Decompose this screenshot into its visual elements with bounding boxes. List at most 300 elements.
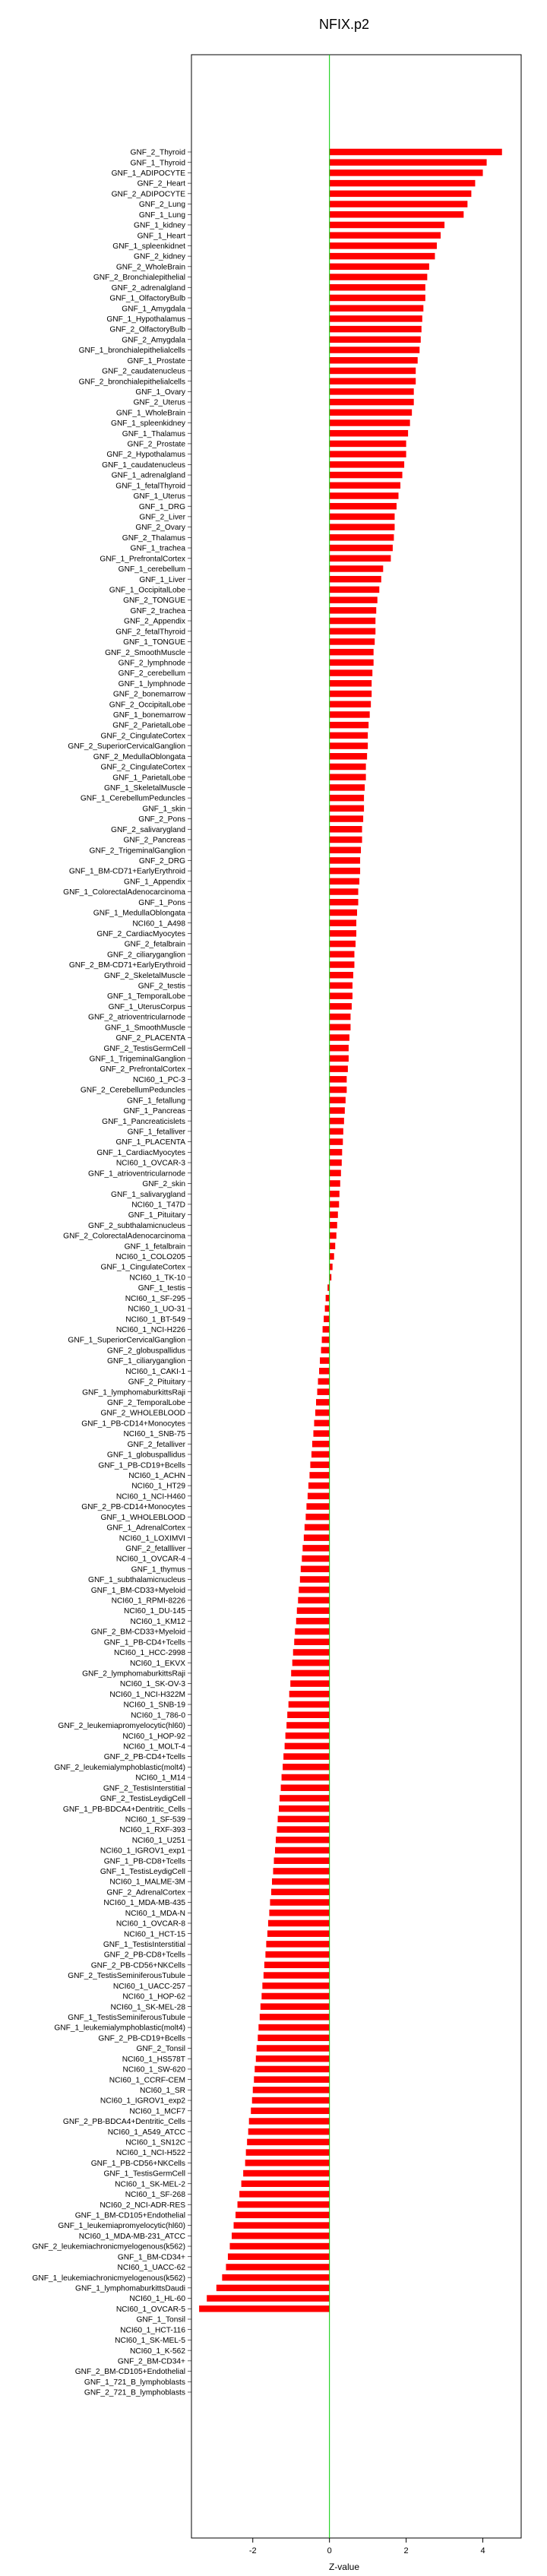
bar [330,1149,343,1156]
bar [330,1222,337,1229]
category-label: GNF_1_TestisInterstitial [103,1941,185,1949]
category-label: GNF_1_bonemarrow [112,711,185,720]
bar [330,1087,347,1093]
bar [302,1555,329,1562]
category-label: GNF_1_Pancreaticislets [102,1117,185,1126]
bar [287,1711,330,1718]
category-label: GNF_2_Appendix [124,617,185,626]
bar [310,1461,329,1468]
category-label: GNF_1_leukemialymphoblastic(molt4) [54,2024,185,2033]
bar [330,1160,342,1166]
bar [330,764,366,771]
category-label: NCI60_1_NCI-H322M [109,1690,185,1699]
bar [306,1503,329,1510]
bar [232,2233,330,2239]
category-label: NCI60_1_NCI-H226 [115,1326,185,1335]
category-label: GNF_2_PB-CD4+Tcells [103,1753,185,1762]
bar [330,669,373,676]
category-label: GNF_2_PB-CD14+Monocytes [81,1503,185,1512]
bar [272,1878,330,1885]
bar [277,1826,330,1833]
bar [330,660,374,666]
bar [270,1899,329,1906]
category-label: GNF_1_721_B_lymphoblasts [84,2378,185,2387]
bar [330,576,381,583]
category-label: GNF_1_spleenkidney [111,419,185,429]
category-label: NCI60_1_SK-MEL-2 [115,2180,185,2189]
bar [330,607,377,614]
category-label: GNF_2_Liver [139,513,185,522]
bar [330,878,359,885]
bar [330,868,360,875]
bar [292,1660,330,1666]
category-label: NCI60_1_OVCAR-3 [115,1159,185,1168]
category-label: NCI60_1_EKVX [129,1659,185,1668]
category-label: GNF_1_Heart [137,232,185,241]
bar [330,326,422,333]
category-label: NCI60_1_RXF-393 [119,1826,185,1835]
bar [330,264,429,271]
category-label: NCI60_1_SW-620 [122,2065,185,2074]
bar [330,159,487,166]
bar [330,1128,343,1135]
category-label: GNF_2_Thalamus [122,533,185,543]
bar [271,1889,330,1896]
category-label: NCI60_1_HCC-2998 [113,1649,185,1658]
bar [330,1211,338,1218]
bars-group [199,149,502,2312]
bar [289,1691,330,1698]
bar [252,2097,330,2104]
category-label: GNF_2_SmoothMuscle [105,648,185,657]
category-label: GNF_2_BM-CD105+Endothelial [74,2368,185,2377]
bar [296,1618,330,1625]
category-label: NCI60_1_MDA-MB-231_ATCC [78,2232,185,2241]
category-label: NCI60_1_HS578T [122,2055,185,2064]
bar [268,1920,330,1927]
bar [330,169,483,176]
category-label: NCI60_1_MDA-N [125,1909,185,1918]
category-label: NCI60_1_CAKI-1 [125,1367,185,1376]
category-label: NCI60_1_786-0 [131,1711,185,1720]
bar [207,2295,329,2302]
category-label: GNF_2_MedullaOblongata [93,752,185,761]
bar [330,253,435,260]
bar [314,1420,329,1427]
category-label: GNF_2_BM-CD33+Myeloid [90,1628,185,1637]
category-label: NCI60_1_CCRF-CEM [109,2076,185,2085]
bar [330,1201,340,1208]
category-label: GNF_2_TrigeminalGanglion [89,847,185,856]
bar [330,284,425,291]
category-label: GNF_1_Uterus [133,492,185,502]
bar [330,711,370,718]
bar [330,545,393,552]
category-label: GNF_2_ColorectalAdenocarcinoma [63,1232,185,1241]
bar [248,2128,330,2135]
bar [330,649,374,656]
bar [297,1607,330,1614]
bar [330,837,362,843]
category-label: GNF_1_WHOLEBLOOD [100,1513,185,1522]
bar [330,534,394,541]
category-label: GNF_2_lymphnode [118,659,185,668]
bar [330,201,468,207]
category-label: GNF_1_Thalamus [122,429,185,438]
bar [330,742,368,749]
bar [330,722,368,729]
category-label: GNF_2_leukemiachronicmyelogenous(k562) [32,2242,185,2252]
x-axis [249,2538,485,2555]
bar [305,1524,330,1531]
category-label: GNF_1_ciliaryganglion [106,1357,185,1366]
category-label: GNF_1_PB-CD8+Tcells [103,1857,185,1866]
category-label: GNF_1_UterusCorpus [108,1002,185,1011]
category-label: GNF_2_Lung [138,201,185,210]
bar [289,1701,330,1708]
category-label: GNF_1_PrefrontalCortex [100,555,185,564]
category-label: GNF_2_fetallliver [125,1544,185,1553]
bar [280,1795,330,1802]
category-label: GNF_1_CingulateCortex [100,1263,185,1272]
bar [330,492,399,499]
bar [330,888,359,895]
category-label: GNF_2_SkeletalMuscle [103,971,185,980]
bar [330,1076,347,1083]
category-label: GNF_1_PB-CD56+NKCells [90,2159,185,2168]
category-label: GNF_1_PB-CD4+Tcells [103,1638,185,1647]
category-label: GNF_1_adrenalgland [111,471,185,480]
bar [275,1847,330,1854]
bar [285,1743,330,1750]
category-label: NCI60_1_IGROV1_exp1 [100,1847,185,1856]
bar [330,368,416,375]
bar [320,1357,330,1364]
bar [330,847,361,853]
bar [330,441,406,448]
category-label: GNF_1_DRG [138,502,185,511]
bar [330,1003,352,1010]
category-label: GNF_1_ADIPOCYTE [111,169,185,179]
category-label: GNF_2_cerebellum [118,669,185,679]
category-label: NCI60_1_RPMI-8226 [111,1597,185,1606]
bar [330,1180,340,1187]
bar [330,514,395,521]
bar [311,1451,330,1458]
bar [323,1326,330,1333]
category-label: GNF_1_BM-CD33+Myeloid [90,1586,185,1595]
category-label: GNF_1_SuperiorCervicalGanglion [68,1336,185,1345]
plot-frame [191,55,521,2538]
bar [330,565,384,572]
bar [278,1816,330,1823]
bar [255,2066,329,2073]
category-label: GNF_1_lymphomaburkittsDaudi [75,2284,185,2293]
bar [265,1951,329,1958]
category-label: NCI60_1_U251 [131,1836,185,1845]
bar [286,1722,330,1729]
x-tick-label: 2 [403,2546,409,2555]
category-label: NCI60_1_COLO205 [115,1253,185,1262]
bar [264,1972,330,1979]
category-label: GNF_2_Tonsil [136,2045,185,2054]
bar [243,2170,330,2177]
bar [258,2035,329,2042]
bar [330,784,365,791]
category-label: GNF_1_globuspallidus [106,1451,185,1460]
bar [330,357,418,364]
category-label: GNF_1_Liver [139,575,185,584]
category-label: GNF_1_fetalbrain [124,1242,185,1252]
category-label: NCI60_1_SF-295 [125,1294,185,1303]
bar [330,399,414,406]
category-label: GNF_1_fetalliver [127,1128,185,1137]
bar [330,951,355,958]
category-label: GNF_2_Pituitary [128,1378,185,1387]
bar [330,347,420,353]
bar [330,930,356,937]
bar [330,815,363,822]
category-label: GNF_2_CingulateCortex [100,732,185,741]
x-tick-label: 4 [480,2546,485,2555]
bar [291,1670,329,1677]
category-label: GNF_2_Amygdala [122,336,185,345]
category-label: GNF_2_SuperiorCervicalGanglion [68,742,185,752]
bar [276,1837,330,1843]
category-label: GNF_2_trachea [130,606,185,616]
bar [330,1118,344,1125]
bar [330,410,413,416]
category-label: NCI60_1_HL-60 [129,2295,185,2304]
bar [318,1378,330,1385]
category-label: GNF_2_Hypothalamus [106,451,185,460]
bar [238,2201,330,2208]
category-label: NCI60_1_PC-3 [132,1075,185,1084]
category-label: GNF_2_WHOLEBLOOD [100,1409,185,1418]
category-label: GNF_1_PB-CD14+Monocytes [81,1419,185,1429]
category-label: GNF_2_CardiacMyocytes [96,929,185,938]
bar [313,1430,329,1437]
category-label: NCI60_1_UACC-257 [112,1982,185,1991]
bar [294,1639,329,1646]
x-axis-label: Z-value [328,2562,360,2572]
bar [330,211,464,218]
category-label: GNF_2_TestisGermCell [103,1044,185,1053]
category-label: NCI60_1_A498 [132,919,185,929]
category-label: NCI60_1_SF-268 [125,2191,185,2200]
bar [330,242,437,249]
bar [226,2264,329,2271]
category-label: NCI60_1_MOLT-4 [123,1742,185,1752]
category-label: GNF_2_PLACENTA [115,1034,185,1043]
category-label: GNF_2_Pons [138,815,185,824]
bar [330,753,367,760]
bar [269,1910,329,1916]
category-label: GNF_1_TestisSeminiferousTubule [68,2013,185,2022]
bar [330,419,410,426]
bar [300,1576,330,1583]
bar [330,1138,343,1145]
category-label: GNF_2_CingulateCortex [100,763,185,772]
bar [229,2243,329,2250]
bar [249,2118,330,2125]
bar [286,1733,330,1739]
category-label: GNF_2_PB-BDCA4+Dentritic_Cells [62,2118,185,2127]
category-label: GNF_1_TestisLeydigCell [100,1868,185,1877]
category-label: NCI60_1_OVCAR-5 [115,2305,185,2314]
bar [330,805,364,812]
bar [283,1764,330,1771]
category-label: GNF_1_subthalamicnucleus [88,1576,185,1585]
category-label: GNF_2_subthalamicnucleus [88,1221,185,1230]
bar [330,461,404,468]
category-label: GNF_1_ColorectalAdenocarcinoma [63,888,185,897]
category-label: NCI60_1_ACHN [128,1471,185,1480]
category-label: GNF_1_TONGUE [123,638,185,647]
bar [330,587,380,593]
bar [330,1034,349,1041]
category-label: GNF_1_TestisGermCell [103,2169,185,2179]
bar [316,1399,330,1406]
bar [228,2254,330,2261]
bar [330,992,353,999]
category-label: GNF_1_bronchialepithelialcells [78,347,185,356]
bar [330,638,375,645]
category-label: NCI60_1_SNB-19 [123,1701,185,1710]
bar [330,857,360,864]
category-label: GNF_2_AdrenalCortex [106,1888,185,1897]
bar [330,1045,349,1052]
category-label: NCI60_1_UACC-62 [117,2264,185,2273]
bar [257,2045,330,2052]
category-label: GNF_2_salivarygland [111,825,185,834]
category-label: NCI60_1_KM12 [130,1617,185,1626]
category-label: NCI60_1_OVCAR-4 [115,1555,185,1564]
bar [234,2222,330,2229]
bar [258,2024,329,2031]
bar [321,1347,330,1354]
category-label: NCI60_1_LOXIMVI [119,1534,185,1543]
bar [330,597,378,603]
category-label: GNF_1_Pituitary [128,1211,185,1220]
bar [301,1566,330,1573]
category-label: NCI60_1_SK-OV-3 [119,1680,185,1689]
bar [330,826,362,833]
bar [330,191,472,198]
category-label: NCI60_1_SF-539 [125,1815,185,1824]
bar [330,337,421,343]
category-label: GNF_2_caudatenucleus [102,367,185,376]
bar [330,910,357,916]
category-label: GNF_1_CardiacMyocytes [96,1148,185,1157]
category-label: GNF_1_lymphnode [118,679,185,688]
category-label: GNF_1_Lung [138,210,185,220]
category-label: GNF_1_Pancreas [123,1107,185,1116]
bar [261,1993,329,2000]
category-label: GNF_2_adrenalgland [111,283,185,293]
category-label: GNF_1_Appendix [124,878,185,887]
bar [253,2087,330,2093]
category-label: GNF_1_TemporalLobe [106,992,185,1002]
category-label: GNF_2_TestisSeminiferousTubule [68,1972,185,1981]
bar [242,2181,330,2188]
bar [330,961,355,968]
category-label: GNF_2_ParietalLobe [112,721,185,730]
bar [282,1774,330,1781]
category-label: GNF_1_lymphomaburkittsRaji [82,1388,185,1397]
category-label: GNF_2_BM-CD34+ [117,2357,185,2366]
bar [326,1295,330,1302]
bar [199,2305,330,2312]
bar [330,1233,337,1239]
category-label: NCI60_1_T47D [131,1201,185,1210]
category-label: NCI60_1_UO-31 [128,1305,185,1314]
bar [330,701,372,707]
bar [330,691,372,698]
bar [304,1534,330,1541]
category-label: GNF_2_DRG [138,856,185,866]
category-label: GNF_1_Hypothalamus [106,315,185,324]
category-label: GNF_2_leukemiapromyelocytic(hl60) [58,1722,185,1731]
bar [273,1868,329,1875]
bar [318,1388,330,1395]
category-label: GNF_2_globuspallidus [106,1347,185,1356]
bar [330,899,359,906]
category-label: GNF_1_atrioventricularnode [88,1169,185,1179]
bar [246,2149,330,2156]
bar [330,295,425,302]
bar [330,941,356,948]
category-label: GNF_2_atrioventricularnode [88,1013,185,1022]
category-label: GNF_2_Pancreas [123,836,185,845]
bar [330,149,502,156]
category-label: GNF_2_leukemialymphoblastic(molt4) [54,1763,185,1772]
bar [330,919,356,926]
bar [330,232,441,239]
bar [245,2160,330,2166]
category-label: GNF_1_TrigeminalGanglion [89,1055,185,1064]
category-label: GNF_2_lymphomaburkittsRaji [82,1669,185,1679]
bar [330,180,476,187]
category-label: GNF_2_OlfactoryBulb [109,325,185,334]
bar [264,1962,330,1969]
bar [325,1305,330,1312]
category-label: GNF_2_fetalThyroid [115,628,185,637]
bar [330,1169,341,1176]
bar [261,2003,330,2010]
category-label: GNF_2_kidney [134,252,185,261]
bar [330,388,414,395]
bar [330,503,397,510]
category-label: GNF_1_fetalThyroid [115,482,185,491]
bar [247,2139,330,2146]
category-label: GNF_1_thymus [131,1565,185,1574]
category-label: GNF_2_BM-CD71+EarlyErythroid [68,961,185,970]
bar [322,1337,330,1343]
category-label: NCI60_1_M14 [135,1774,185,1783]
category-label: GNF_2_WholeBrain [115,263,185,272]
category-label: NCI60_1_MCF7 [129,2107,185,2116]
bar [312,1441,330,1448]
category-label: NCI60_1_IGROV1_exp2 [100,2097,185,2106]
category-label: GNF_1_kidney [134,221,185,230]
bar [330,274,428,280]
category-label: GNF_2_Heart [137,179,185,188]
bar [236,2212,330,2219]
bar [319,1368,330,1375]
category-label: GNF_1_spleenkidnet [112,242,185,251]
category-label: GNF_1_WholeBrain [115,409,185,418]
